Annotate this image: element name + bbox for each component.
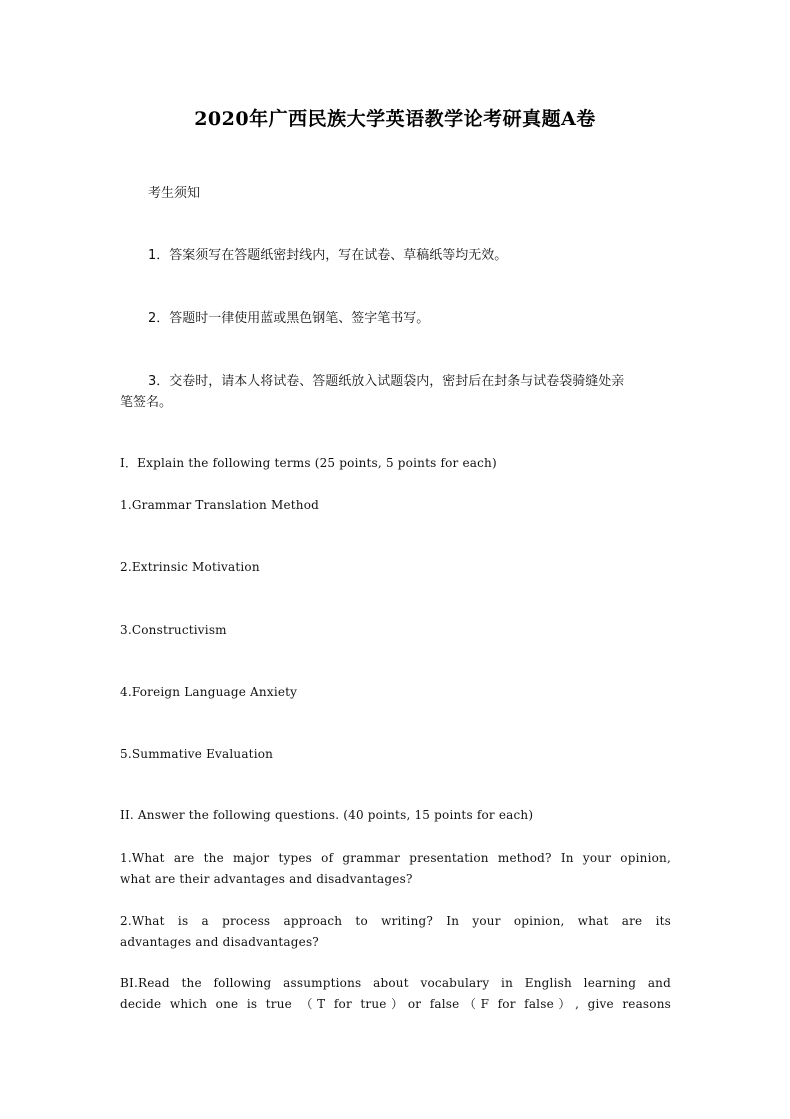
notice-item-3: 3．交卷时，请本人将试卷、答题纸放入试题袋内，密封后在封条与试卷袋骑缝处亲: [148, 374, 625, 389]
question-1-line-2: what are their advantages and disadvantages?: [120, 872, 413, 886]
section-2-heading: II. Answer the following questions. (40 points, 15 points for each): [120, 808, 534, 822]
section-3-line-1: BI.Read the following assumptions about vocabulary in English learning and: [120, 976, 671, 990]
term-5: 5.Summative Evaluation: [120, 747, 274, 761]
term-1: 1.Grammar Translation Method: [120, 498, 320, 512]
notice-item-2: 2．答题时一律使用蓝或黑色钢笔、签字笔书写。: [148, 311, 430, 326]
term-2: 2.Extrinsic Motivation: [120, 560, 260, 574]
page-title: 2020年广西民族大学英语教学论考研真题A卷: [194, 108, 596, 130]
question-2-line-1: 2.What is a process approach to writing? In your opinion, what are its: [120, 914, 671, 928]
question-2-line-2: advantages and disadvantages?: [120, 935, 319, 949]
section-3-line-2: decide which one is true （T for true）or false（F for false）, give reasons: [120, 997, 671, 1011]
notice-heading: 考生须知: [148, 186, 201, 201]
term-3: 3.Constructivism: [120, 623, 227, 637]
term-4: 4.Foreign Language Anxiety: [120, 685, 298, 699]
notice-item-3-continued: 笔签名。: [120, 395, 173, 410]
question-1-line-1: 1.What are the major types of grammar presentation method? In your opinion,: [120, 851, 671, 865]
notice-item-1: 1．答案须写在答题纸密封线内，写在试卷、草稿纸等均无效。: [148, 248, 508, 263]
section-1-heading: I．Explain the following terms (25 points, 5 points for each): [120, 456, 497, 470]
